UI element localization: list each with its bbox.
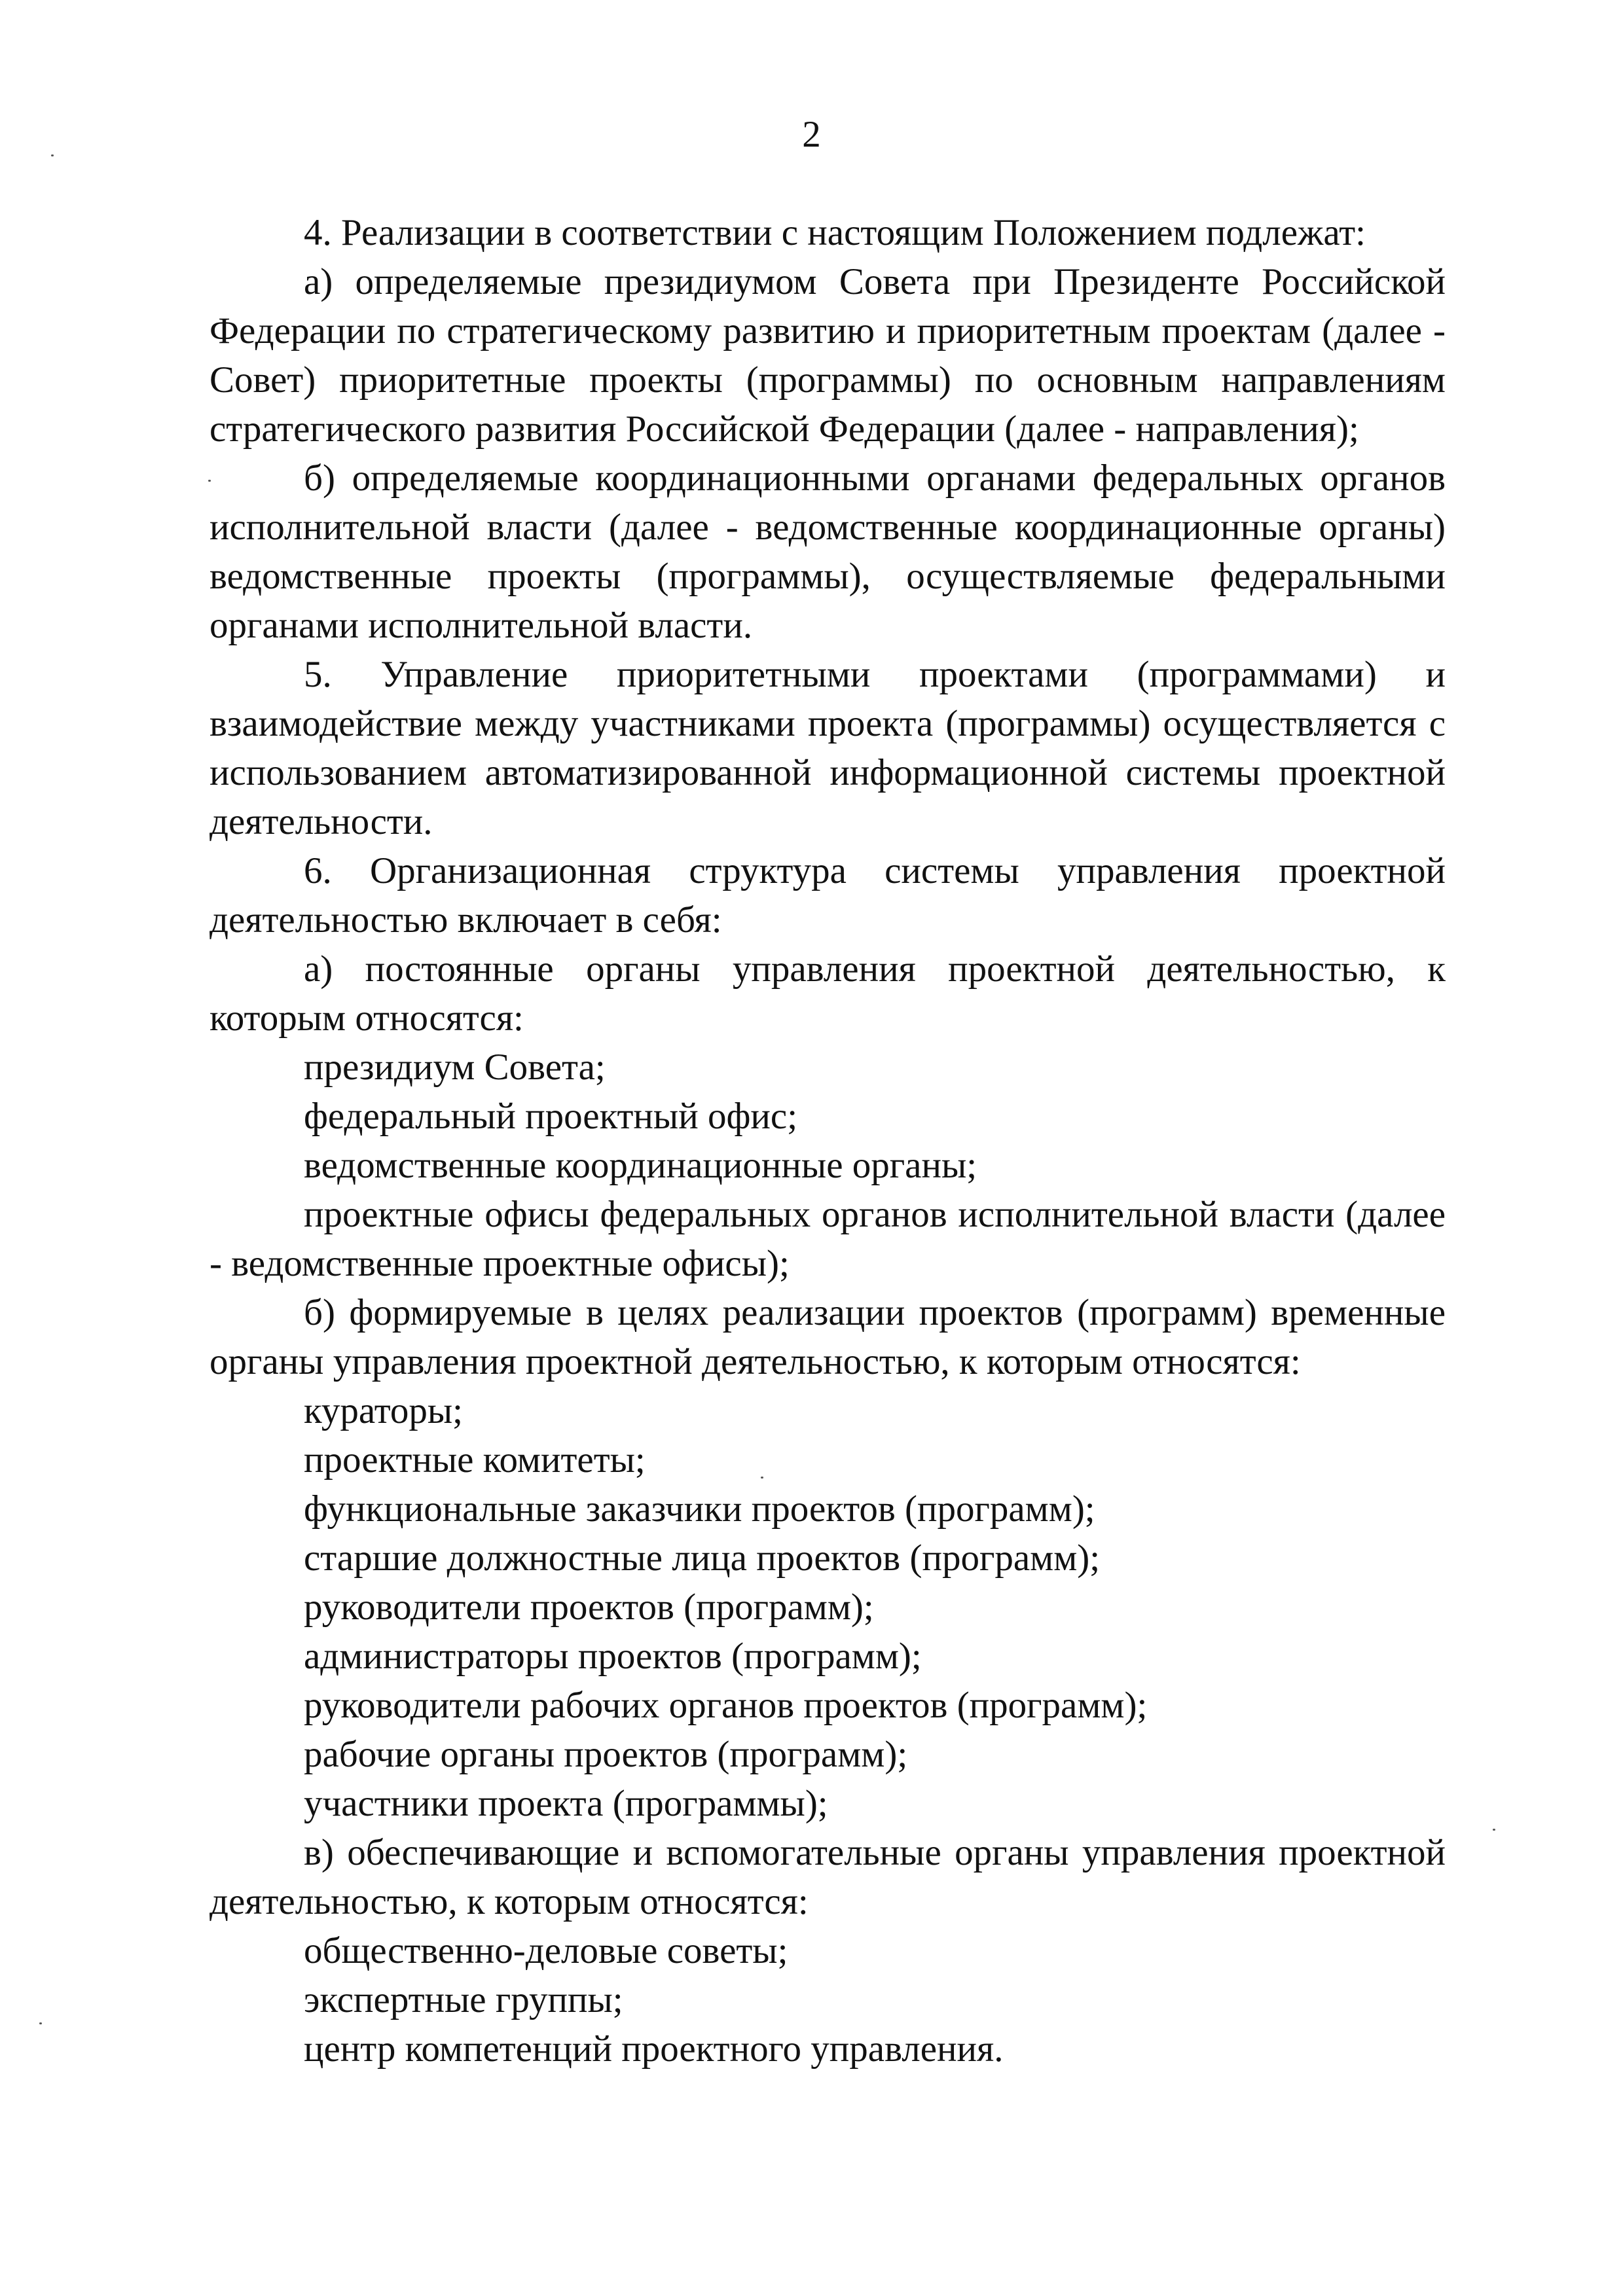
scan-speck — [1493, 1829, 1495, 1831]
paragraph-6a: а) постоянные органы управления проектной деятельностью, к которым относятся: — [210, 948, 1446, 1039]
paragraph-6v: в) обеспечивающие и вспомогательные органы управления проектной деятельностью, к которым относятся: — [210, 1832, 1446, 1922]
paragraph-item-6: 6. Организационная структура системы управления проектной деятельностью включает в себя: — [210, 850, 1446, 941]
list-item: экспертные группы; — [304, 1979, 623, 2020]
list-item-wrapped: проектные офисы федеральных органов исполнительной власти (далее - ведомственные проектные офисы); — [210, 1194, 1446, 1284]
scan-speck — [761, 1477, 763, 1479]
list-item: участники проекта (программы); — [304, 1783, 828, 1824]
list-item: федеральный проектный офис; — [304, 1096, 798, 1137]
scan-speck — [51, 154, 54, 156]
list-item: функциональные заказчики проектов (программ); — [304, 1488, 1095, 1530]
paragraph-item-5: 5. Управление приоритетными проектами (программами) и взаимодействие между участниками проекта (программы) осуществляется с использованием автоматизированной информационной системы проектной деятельности. — [210, 654, 1446, 842]
list-item: проектные комитеты; — [304, 1439, 646, 1480]
list-item: старшие должностные лица проектов (программ); — [304, 1537, 1101, 1579]
list-item: рабочие органы проектов (программ); — [304, 1734, 908, 1775]
list-item: кураторы; — [304, 1390, 464, 1431]
document-body — [210, 208, 1446, 2073]
page-number: 2 — [802, 114, 821, 155]
scan-speck — [39, 2022, 42, 2024]
list-item: ведомственные координационные органы; — [304, 1145, 977, 1186]
paragraph-6b: б) формируемые в целях реализации проектов (программ) временные органы управления проектной деятельностью, к которым относятся: — [210, 1292, 1446, 1382]
paragraph-4b: б) определяемые координационными органами федеральных органов исполнительной власти (далее - ведомственные координационные органы) ведомственные проекты (программы), осуществляемые федеральными органами исполнительной власти. — [210, 457, 1446, 646]
list-item: администраторы проектов (программ); — [304, 1636, 922, 1677]
list-item: президиум Совета; — [304, 1047, 606, 1088]
list-item: центр компетенций проектного управления. — [304, 2028, 1004, 2070]
list-item: общественно-деловые советы; — [304, 1930, 788, 1971]
scan-speck — [208, 480, 211, 482]
paragraph-4a: а) определяемые президиумом Совета при Президенте Российской Федерации по стратегическому развитию и приоритетным проектам (далее - Совет) приоритетные проекты (программы) по основным направлениям стратегического развития Российской Федерации (далее - направления); — [210, 261, 1446, 450]
list-item: руководители проектов (программ); — [304, 1587, 874, 1628]
paragraph-item-4: 4. Реализации в соответствии с настоящим Положением подлежат: — [304, 212, 1366, 253]
list-item: руководители рабочих органов проектов (программ); — [304, 1685, 1148, 1726]
